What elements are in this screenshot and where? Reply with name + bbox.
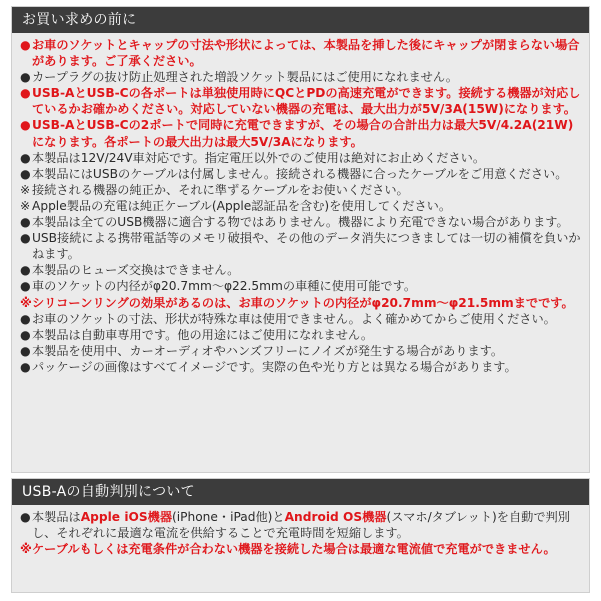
section-title: USB-Aの自動判別について [12, 479, 589, 505]
list-item [20, 85, 583, 117]
bullet-icon: ● [20, 359, 31, 374]
list-item [20, 37, 583, 69]
list-item [20, 230, 583, 262]
list-item [20, 343, 583, 359]
item-text: 本製品は [32, 510, 81, 524]
bullet-icon: ● [20, 215, 31, 230]
usb-a-auto-detect-section [11, 478, 590, 593]
notice-list [12, 505, 589, 557]
list-item [20, 262, 583, 278]
list-item [20, 214, 583, 230]
before-purchase-section [11, 6, 590, 473]
item-text: 本製品のヒューズ交換はできません。 [32, 263, 240, 278]
item-text: USB-AとUSB-Cの2ポートで同時に充電できますが、その場合の合計出力は最大5V/4.2A(21W)になります。各ポートの最大出力は最大5V/3Aになります。 [32, 118, 574, 149]
bullet-icon: ● [20, 70, 31, 85]
list-item [20, 311, 583, 327]
item-text: カープラグの抜け防止処理された増設ソケット製品にはご使用になれません。 [32, 70, 458, 85]
item-text: 車のソケットの内径がφ20.7mm〜φ22.5mmの車種に使用可能です。 [32, 279, 417, 294]
item-text: 本製品にはUSBのケーブルは付属しません。接続される機器に合ったケーブルをご用意ください。 [32, 166, 568, 181]
item-text: シリコーンリングの効果があるのは、お車のソケットの内径がφ20.7mm〜φ21.5mmまでです。 [32, 295, 574, 310]
item-text: 本製品は12V/24V車対応です。指定電圧以外でのご使用は絶対にお止めください。 [32, 150, 486, 165]
section-title: お買い求めの前に [12, 7, 589, 33]
list-item [20, 182, 583, 198]
bullet-icon: ● [20, 38, 31, 52]
item-text: 接続される機器の純正か、それに準ずるケーブルをお使いください。 [32, 182, 409, 197]
highlight-text: Apple iOS機器 [80, 510, 173, 524]
list-item [20, 541, 583, 557]
bullet-icon: ● [20, 231, 31, 246]
bullet-icon: ● [20, 327, 31, 342]
item-text: お車のソケットの寸法、形状が特殊な車は使用できません。よく確かめてからご使用ください。 [32, 311, 556, 326]
note-icon: ※ [20, 198, 31, 213]
bullet-icon: ● [20, 311, 31, 326]
highlight-text: Android OS機器 [284, 510, 387, 524]
list-item [20, 295, 583, 311]
list-item [20, 278, 583, 294]
item-text: お車のソケットとキャップの寸法や形状によっては、本製品を挿した後にキャップが閉まらない場合があります。ご了承ください。 [32, 38, 580, 69]
list-item [20, 69, 583, 85]
item-text: Apple製品の充電は純正ケーブル(Apple認証品を含む)を使用してください。 [32, 198, 452, 213]
list-item [20, 327, 583, 343]
list-item [20, 166, 583, 182]
bullet-icon: ● [20, 263, 31, 278]
bullet-icon: ● [20, 279, 31, 294]
item-text: USB-AとUSB-Cの各ポートは単独使用時にQCとPDの高速充電ができます。接続する機器が対応しているかお確かめください。対応していない機器の充電は、最大出力が5V/3A(15W)になります。 [32, 86, 581, 117]
bullet-icon: ● [20, 510, 31, 524]
bullet-icon: ● [20, 118, 31, 133]
note-icon: ※ [20, 295, 32, 310]
notice-list [12, 33, 589, 375]
note-icon: ※ [20, 542, 32, 557]
list-item [20, 198, 583, 214]
item-text: ケーブルもしくは充電条件が合わない機器を接続した場合は最適な電流値で充電ができません。 [32, 542, 556, 557]
item-text: 本製品は自動車専用です。他の用途にはご使用になれません。 [32, 327, 374, 342]
note-icon: ※ [20, 182, 31, 197]
item-text: 本製品を使用中、カーオーディオやハンズフリーにノイズが発生する場合があります。 [32, 343, 504, 358]
bullet-icon: ● [20, 150, 31, 165]
item-text: USB接続による携帯電話等のメモリ破損や、その他のデータ消失につきましては一切の補償を負いかねます。 [32, 231, 581, 262]
bullet-icon: ● [20, 343, 31, 358]
item-text: (スマホ/タブレット)を自動で判別し、それぞれに最適な電流を供給することで充電時間を短縮します。 [32, 510, 570, 541]
item-text: (iPhone・iPad他)と [172, 510, 285, 524]
list-item [20, 509, 583, 541]
item-text: パッケージの画像はすべてイメージです。実際の色や光り方とは異なる場合があります。 [32, 359, 517, 374]
bullet-icon: ● [20, 86, 31, 101]
item-text: 本製品は全てのUSB機器に適合する物ではありません。機器により充電できない場合があります。 [32, 215, 569, 230]
list-item [20, 359, 583, 375]
bullet-icon: ● [20, 166, 31, 181]
list-item [20, 117, 583, 149]
list-item [20, 150, 583, 166]
